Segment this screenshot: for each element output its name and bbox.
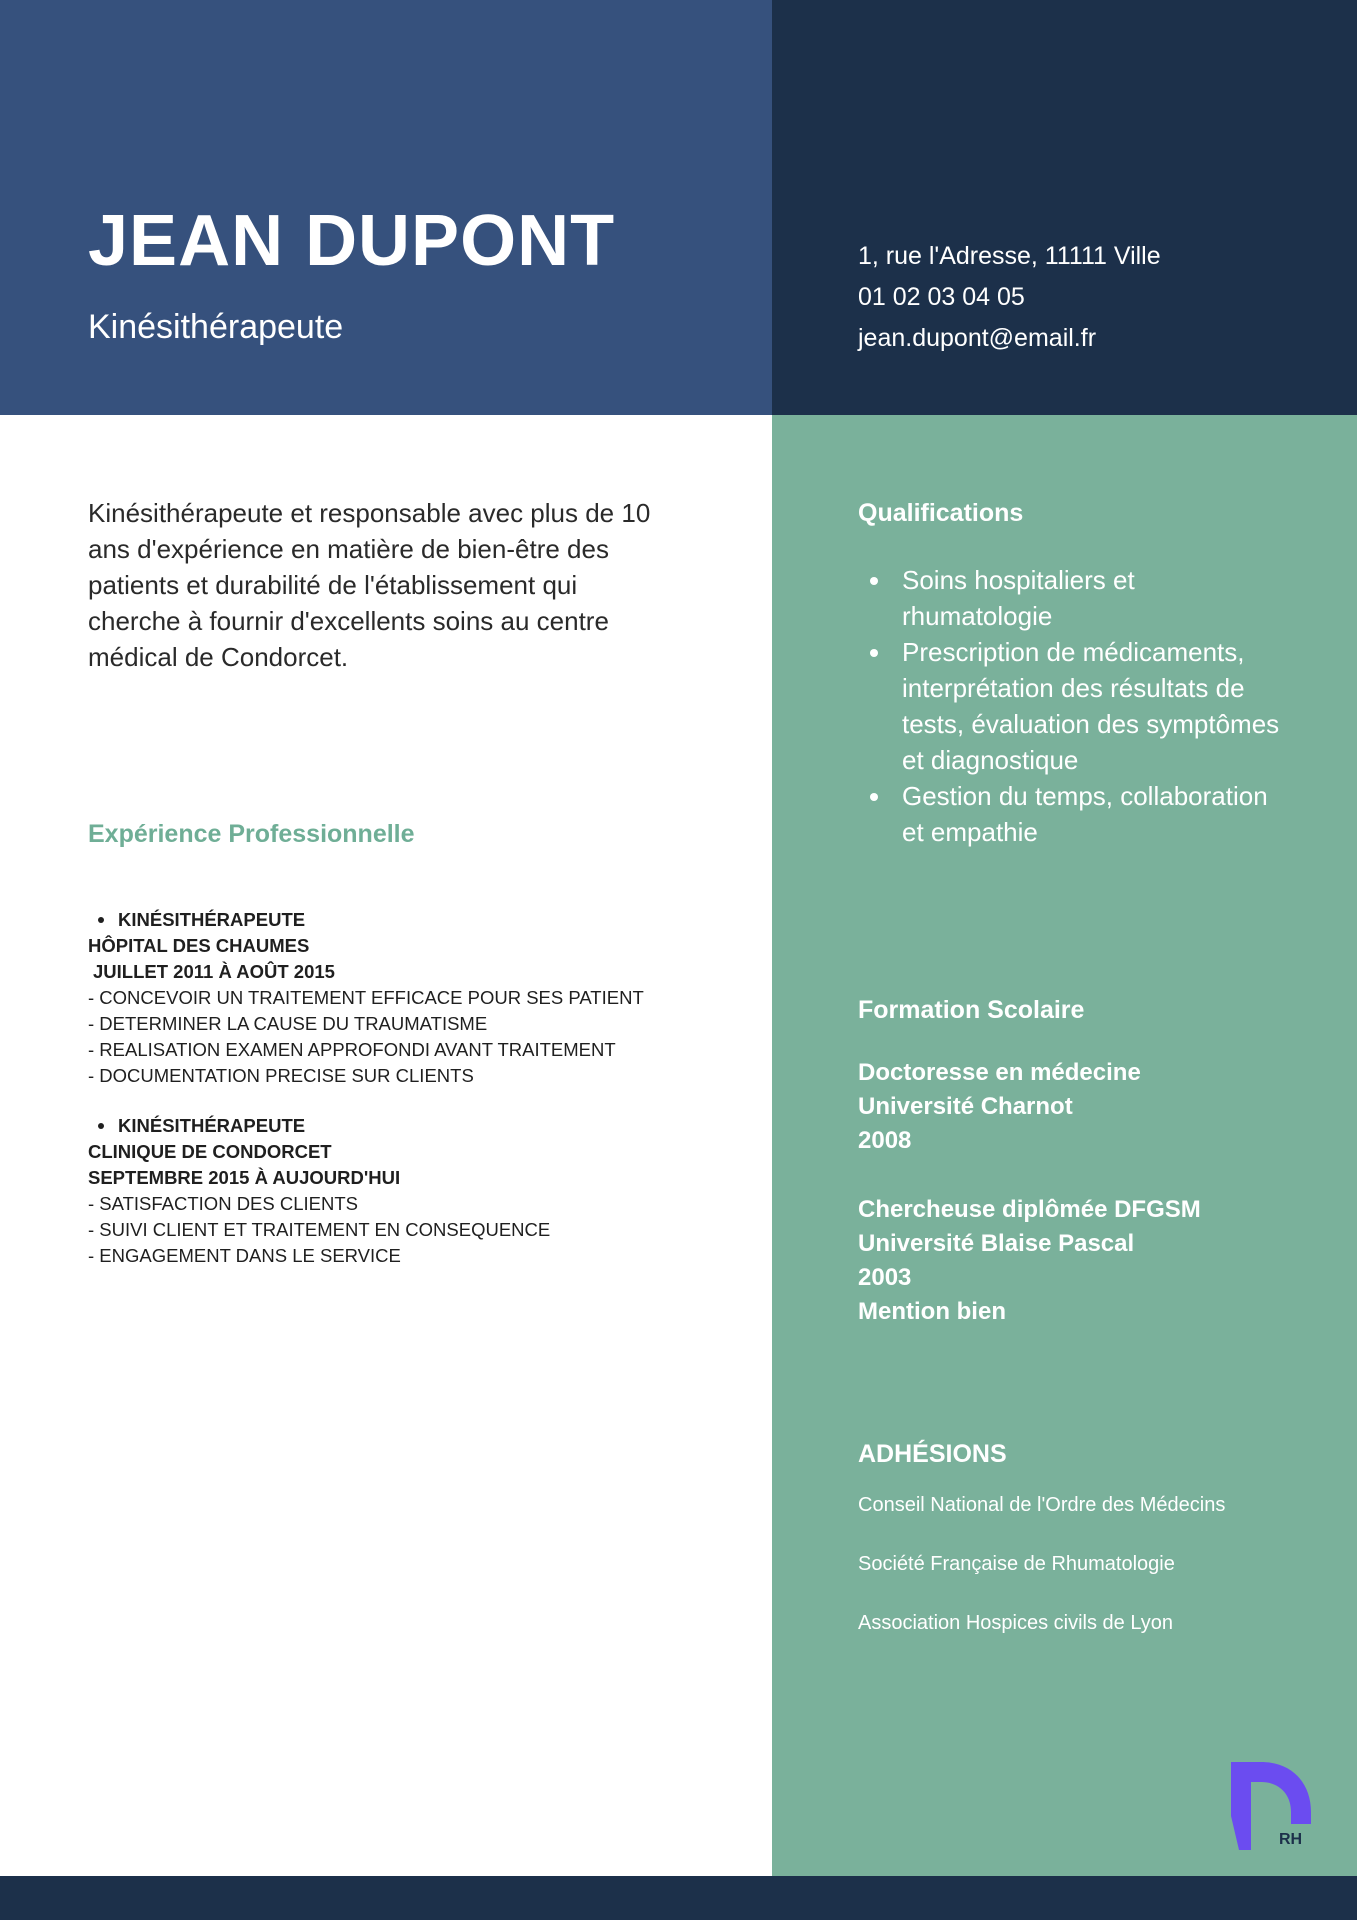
qualifications-heading: Qualifications (858, 499, 1024, 527)
contact-phone: 01 02 03 04 05 (858, 283, 1025, 311)
logo-text: RH (1279, 1831, 1303, 1848)
experience-task: - DOCUMENTATION PRECISE SUR CLIENTS (88, 1065, 474, 1086)
experience-task: - REALISATION EXAMEN APPROFONDI AVANT TRAITEMENT (88, 1039, 616, 1060)
experience-dates: JUILLET 2011 À AOÛT 2015 (93, 961, 335, 982)
contact-address: 1, rue l'Adresse, 11111 Ville (858, 242, 1161, 270)
experience-employer: HÔPITAL DES CHAUMES (88, 935, 310, 956)
experience-dates: SEPTEMBRE 2015 À AUJOURD'HUI (88, 1167, 401, 1188)
experience-role-label: KINÉSITHÉRAPEUTE (118, 1115, 306, 1136)
education-school: Université Blaise Pascal (858, 1230, 1135, 1257)
experience-task: - CONCEVOIR UN TRAITEMENT EFFICACE POUR SES PATIENT (88, 987, 644, 1008)
experience-role (88, 1113, 550, 1139)
qualification-item: Soins hospitaliers et rhumatologie (858, 562, 1288, 634)
education-school: Université Charnot (858, 1093, 1073, 1120)
experience-task: - SATISFACTION DES CLIENTS (88, 1193, 359, 1214)
experience-task: - SUIVI CLIENT ET TRAITEMENT EN CONSEQUENCE (88, 1219, 551, 1240)
membership-item: Société Française de Rhumatologie (858, 1553, 1175, 1575)
candidate-name: JEAN DUPONT (88, 201, 616, 281)
education-year: 2008 (858, 1127, 912, 1154)
experience-role-label: KINÉSITHÉRAPEUTE (118, 909, 306, 930)
experience-entry (88, 907, 644, 1089)
qualifications-list (858, 562, 1288, 850)
education-degree: Doctoresse en médecine (858, 1059, 1141, 1086)
education-entry (858, 1056, 1141, 1158)
education-entry (858, 1193, 1201, 1329)
bullet-icon (98, 917, 104, 923)
experience-heading: Expérience Professionnelle (88, 820, 415, 848)
profile-summary: Kinésithérapeute et responsable avec plus de 10 ans d'expérience en matière de bien-être des patients et durabilité de l'établissement qui cherche à fournir d'excellents soins au centre médical de Condorcet. (88, 498, 651, 672)
experience-role (88, 907, 644, 933)
qualification-item: Prescription de médicaments, interprétation des résultats de tests, évaluation des symptômes et diagnostique (858, 634, 1288, 778)
education-mention: Mention bien (858, 1298, 1006, 1325)
membership-item: Conseil National de l'Ordre des Médecins (858, 1494, 1226, 1516)
experience-employer: CLINIQUE DE CONDORCET (88, 1141, 332, 1162)
experience-task: - ENGAGEMENT DANS LE SERVICE (88, 1245, 401, 1266)
memberships-heading: ADHÉSIONS (858, 1440, 1007, 1468)
experience-entry (88, 1113, 550, 1269)
contact-email: jean.dupont@email.fr (858, 324, 1097, 352)
rh-logo-icon (1225, 1758, 1315, 1852)
education-heading: Formation Scolaire (858, 996, 1085, 1024)
footer-bar (0, 1876, 1357, 1920)
contact-info (858, 236, 1161, 359)
education-year: 2003 (858, 1264, 912, 1291)
education-degree: Chercheuse diplômée DFGSM (858, 1196, 1201, 1223)
membership-item: Association Hospices civils de Lyon (858, 1612, 1173, 1634)
experience-task: - DETERMINER LA CAUSE DU TRAUMATISME (88, 1013, 488, 1034)
bullet-icon (98, 1123, 104, 1129)
qualification-item: Gestion du temps, collaboration et empathie (858, 778, 1288, 850)
job-title: Kinésithérapeute (88, 308, 344, 346)
